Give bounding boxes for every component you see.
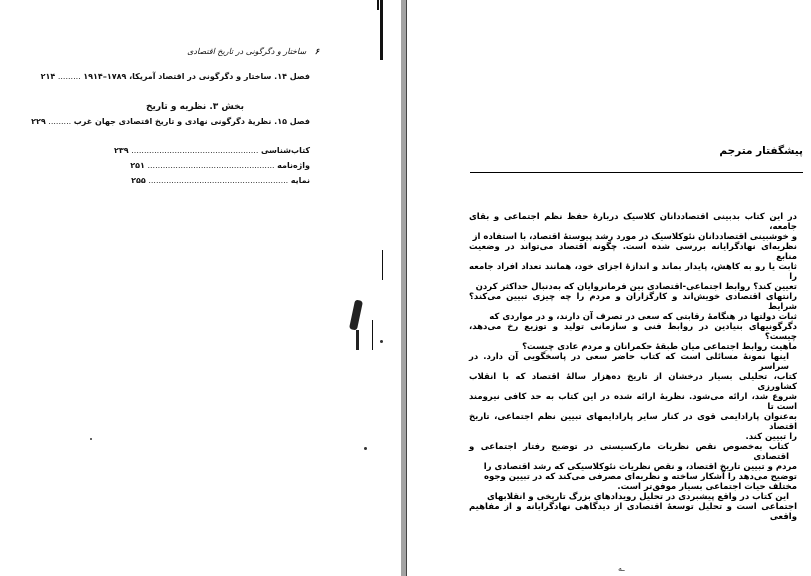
text-line: مختلف حیات اجتماعی بسیار موفق‌تر است. — [617, 482, 797, 492]
body-text — [469, 212, 797, 522]
chapter-heading: پیشگفتار مترجم — [719, 145, 803, 157]
running-head — [79, 47, 319, 56]
left-page — [0, 0, 401, 576]
paragraph — [469, 492, 797, 522]
toc-entry-page: ۲۵۵ — [131, 176, 146, 185]
text-line: در این کتاب بدبینی اقتصاددانان کلاسیک دربارهٔ حفظ نظم اجتماعی و بقای جامعه، — [469, 212, 797, 232]
binding-shadow — [377, 0, 379, 10]
running-head-title: ساختار و دگرگونی در تاریخ اقتصادی — [187, 47, 307, 56]
paragraph — [469, 352, 797, 442]
text-line: نظریه‌ای نهادگرایانه بررسی شده است. چگونه اقتصاد می‌تواند در وضعیت منابع — [469, 242, 797, 262]
toc-leader-dots: .................................................. — [131, 146, 259, 155]
toc-entry-page: ۲۵۱ — [130, 161, 145, 170]
text-line: تعیین کند؟ روابط اجتماعی-اقتصادی بین فرمانروایان که به‌دنبال حداکثر کردن — [475, 282, 797, 292]
text-line: رانتهای اقتصادی خویش‌اند و کارگزاران و مردم را چه چیزی تبیین می‌کند؟ شرایط — [469, 292, 797, 312]
footer-mark: ـه — [618, 564, 625, 573]
text-line: به‌عنوان پارادایمی قوی در کنار سایر پارادایمهای تبیین نظم اجتماعی، تاریخ اقتصاد — [469, 412, 797, 432]
toc-entry — [31, 117, 310, 126]
toc-leader-dots: ....................................................... — [148, 176, 289, 185]
binding-shadow — [372, 320, 373, 350]
toc-entry — [48, 146, 310, 155]
text-line: اینها نمونهٔ مسائلی است که کتاب حاضر سعی در پاسخگویی آن دارد. در سراسر — [469, 352, 789, 372]
text-line: کتاب، تحلیلی بسیار درخشان از تاریخ ده‌هزار سالهٔ اقتصاد که با انقلاب کشاورزی — [469, 372, 797, 392]
text-line: این کتاب در واقع پیشبردی در تحلیل رویدادهای بزرگ تاریخی و انقلابهای — [486, 492, 789, 502]
text-line: توضیح می‌دهد را آشکار ساخته و نظریه‌ای مصرفی می‌کند که در تبیین وجوه — [483, 472, 797, 482]
toc-entry-title: واژه‌نامه — [277, 161, 310, 170]
toc-entry — [48, 176, 310, 185]
text-line: اجتماعی است و تحلیل توسعهٔ اقتصادی از دیدگاهی نهادگرایانه و از مفاهیم واقعی — [469, 502, 797, 522]
text-line: و خوشبینی اقتصاددانان نئوکلاسیک در مورد رشد پیوستهٔ اقتصاد، با استفاده از — [472, 232, 797, 242]
toc-leader-dots: ......... — [48, 117, 72, 126]
toc-entry-page: ۲۲۹ — [31, 117, 46, 126]
toc-leader-dots: .................................................. — [147, 161, 275, 170]
text-line: ثبات دولتها در هنگامهٔ رقابتی که سعی در تصرف آن دارند، و در مواردی که — [489, 312, 797, 322]
paragraph — [469, 212, 797, 352]
toc-entry — [40, 72, 310, 81]
running-head-page-number: ۶ — [314, 47, 319, 56]
text-line: شروع شد، ارائه می‌شود. نظریهٔ ارائه شده در این کتاب به حد کافی نیرومند است تا — [469, 392, 797, 412]
right-page — [406, 0, 811, 576]
scan-speck — [364, 447, 367, 450]
text-line: را تبیین کند. — [745, 432, 797, 442]
toc-entry — [48, 161, 310, 170]
scan-speck — [380, 340, 383, 343]
toc-entry-title: فصل ۱۵. نظریهٔ دگرگونی نهادی و تاریخ اقتصادی جهان غرب — [73, 117, 310, 126]
toc-leader-dots: ......... — [57, 72, 81, 81]
paragraph — [469, 442, 797, 492]
scan-speck — [90, 438, 92, 440]
text-line: کتاب به‌خصوص نقص نظریات مارکسیستی در توضیح رفتار اجتماعی و اقتصادی — [469, 442, 789, 462]
scan-artifact — [356, 330, 359, 350]
toc-entry-title: فصل ۱۴. ساختار و دگرگونی در اقتصاد آمریکا، ۱۷۸۹–۱۹۱۴ — [83, 72, 310, 81]
text-line: ماهیت روابط اجتماعی میان طبقهٔ حکمرانان و مردم عادی چیست؟ — [522, 342, 797, 352]
toc-entry-page: ۲۱۴ — [40, 72, 56, 81]
binding-shadow — [382, 250, 383, 280]
toc-entry-page: ۲۳۹ — [114, 146, 129, 155]
binding-shadow — [406, 0, 407, 576]
heading-rule — [470, 172, 803, 173]
toc-entry-title: کتاب‌شناسی — [260, 146, 310, 155]
text-line: دگرگونیهای بنیادین در روابط فنی و سازمانی تولید و توزیع رخ می‌دهد، چیست؟ — [469, 322, 797, 342]
binding-shadow — [380, 0, 383, 60]
part-heading: بخش ۳. نظریه و تاریخ — [145, 102, 245, 112]
toc-entry-title: نمایه — [290, 176, 310, 185]
text-line: مردم و تبیین تاریخ اقتصاد، و نقص نظریات نئوکلاسیکی که رشد اقتصادی را — [483, 462, 797, 472]
scan-artifact — [349, 299, 363, 330]
text-line: ثابت یا رو به کاهش، پایدار بماند و اندازهٔ اجزای خود، همانند تعداد افراد جامعه را — [469, 262, 797, 282]
